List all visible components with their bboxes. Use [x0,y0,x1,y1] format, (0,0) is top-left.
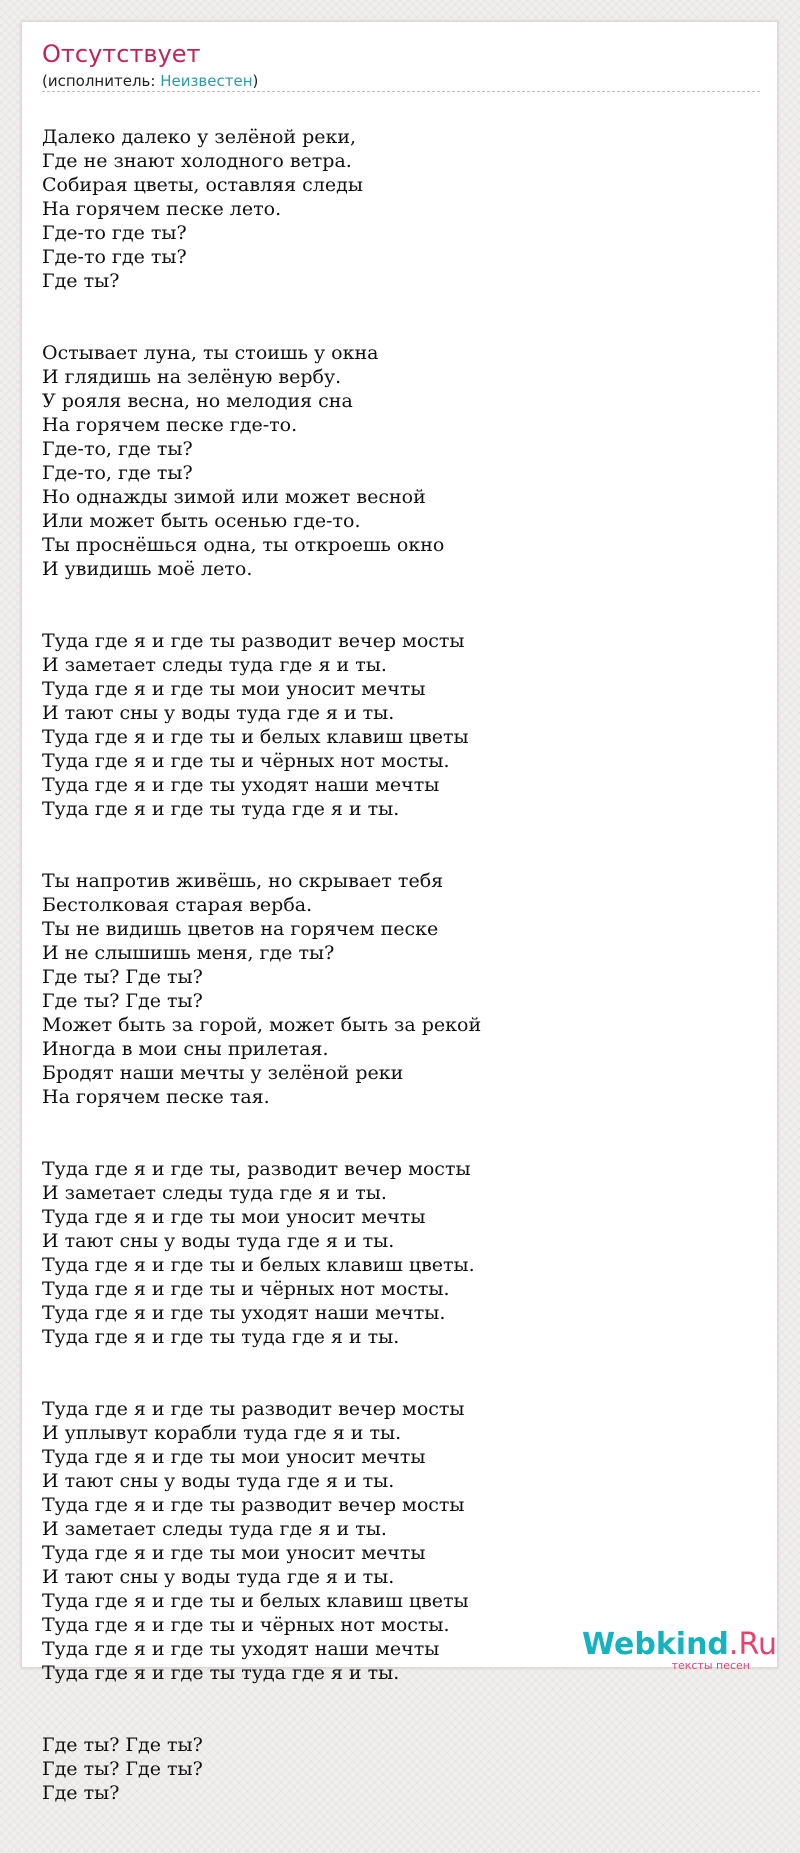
song-title: Отсутствует [42,40,201,68]
logo-tagline: тексты песен [671,1659,750,1672]
lyrics-stanza: Далеко далеко у зелёной реки, Где не знают холодного ветра. Собирая цветы, оставляя следы На горячем песке лето. Где-то где ты? Где-то где ты? Где ты? [42,126,363,292]
logo-tld: .Ru [728,1627,777,1662]
lyrics-stanza: Туда где я и где ты, разводит вечер мосты И заметает следы туда где я и ты. Туда где я и где ты мои уносит мечты И тают сны у воды туда где я и ты. Туда где я и где ты и белых клавиш цветы. Туда где я и где ты и чёрных нот мосты. Туда где я и где ты уходят наши мечты. Туда где я и где ты туда где я и ты. [42,1158,475,1348]
site-logo[interactable] [582,1627,777,1675]
logo-wordmark [582,1627,777,1663]
artist-line [42,72,258,90]
lyrics-stanza: Туда где я и где ты разводит вечер мосты И заметает следы туда где я и ты. Туда где я и где ты мои уносит мечты И тают сны у воды туда где я и ты. Туда где я и где ты и белых клавиш цветы Туда где я и где ты и чёрных нот мосты. Туда где я и где ты уходят наши мечты Туда где я и где ты туда где я и ты. [42,630,469,820]
logo-name: Webkind [582,1627,729,1662]
artist-suffix: ) [252,72,259,90]
artist-prefix: (исполнитель: [42,72,161,90]
lyrics-stanza: Туда где я и где ты разводит вечер мосты И уплывут корабли туда где я и ты. Туда где я и где ты мои уносит мечты И тают сны у воды туда где я и ты. Туда где я и где ты разводит вечер мосты И заметает следы туда где я и ты. Туда где я и где ты мои уносит мечты И тают сны у воды туда где я и ты. Туда где я и где ты и белых клавиш цветы Туда где я и где ты и чёрных нот мосты. Туда где я и где ты уходят наши мечты Туда где я и где ты туда где я и ты. [42,1398,469,1684]
lyrics-stanza: Где ты? Где ты? Где ты? Где ты? Где ты? [42,1734,203,1804]
lyrics-stanza: Остывает луна, ты стоишь у окна И глядишь на зелёную вербу. У рояля весна, но мелодия сна На горячем песке где-то. Где-то, где ты? Где-то, где ты? Но однажды зимой или может весной Или может быть осенью где-то. Ты проснёшься одна, ты откроешь окно И увидишь моё лето. [42,342,445,580]
lyrics-text [42,101,742,1853]
artist-link[interactable]: Неизвестен [160,72,253,90]
lyrics-stanza: Ты напротив живёшь, но скрывает тебя Бестолковая старая верба. Ты не видишь цветов на горячем песке И не слышишь меня, где ты? Где ты? Где ты? Где ты? Где ты? Может быть за горой, может быть за рекой Иногда в мои сны прилетая. Бродят наши мечты у зелёной реки На горячем песке тая. [42,870,482,1108]
lyrics-card [21,21,778,1804]
divider [42,91,760,92]
